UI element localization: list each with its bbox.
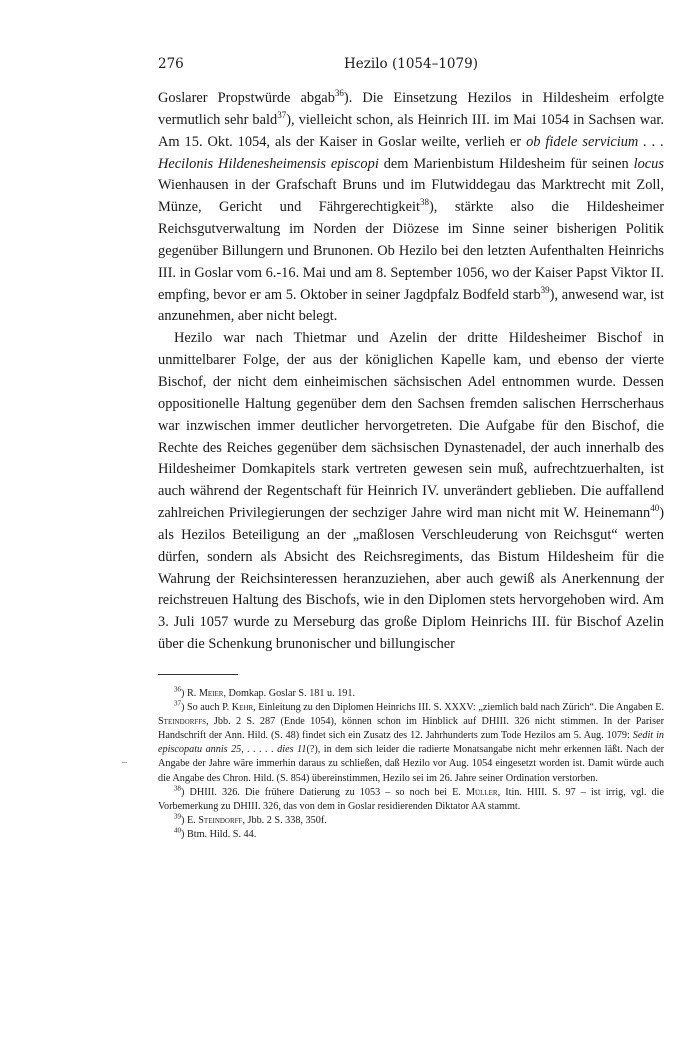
footnote-38: $^{38}$) DHIII. 326. Die frühere Datierung zu 1053 – so noch bei E. Müller, Itin. HIII. S. 97 – ist irrig, vgl. die Vorbemerkung zu DHIII. 326, das von dem in Goslar residierenden Diktator AA stammt. [158, 784, 664, 812]
footnote-ref-40[interactable]: 40 [650, 503, 660, 514]
footnote-ref-39[interactable]: 39 [540, 284, 550, 295]
page-header [158, 56, 664, 76]
latin-quotation: ob fidele servicium . . . Hecilonis Hildenesheimensis episcopi [158, 133, 664, 172]
running-title: Hezilo (1054–1079) [344, 56, 478, 72]
margin-mark [122, 762, 127, 763]
page-number: 276 [158, 56, 184, 72]
footnote-37: $^{37}$) So auch P. Kehr, Einleitung zu den Diplomen Heinrichs III. S. XXXV: „ziemlich bald nach Zürich“. Die Angaben E. Steindorffs, Jbb. 2 S. 287 (Ende 1054), können schon im Hinblick auf DHIII. 326 nicht stimmen. In der Pariser Handschrift der Ann. Hild. (S. 48) findet sich ein Zusatz des 12. Jahrhunderts zum Tode Hezilos am 5. Aug. 1079: Sedit in episcopatu annis 25, . . . . . dies 11(?), in dem sich leider die radierte Monatsangabe nicht mehr erkennen läßt. Nach der Angabe der Jahre wäre immerhin daraus zu schließen, daß Hezilo vor Aug. 1054 eingesetzt worden ist. Damit würde auch die Angabe des Chron. Hild. (S. 854) übereinstimmen, Hezilo sei im 26. Jahre seiner Ordination verstorben. [158, 699, 665, 784]
footnote-ref-36[interactable]: 36 [334, 88, 344, 99]
main-text [158, 88, 664, 656]
paragraph-1: Goslarer Propstwürde abgab$^{36}$). Die Einsetzung Hezilos in Hildesheim erfolgte vermutlich sehr bald$^{37}$), vielleicht schon, als Heinrich III. im Mai 1054 in Sachsen war. Am 15. Okt. 1054, als der Kaiser in Goslar weilte, verlieh er ob fidele servicium . . . Hecilonis Hildenesheimensis episcopi dem Marienbistum Hildesheim für seinen locus Wienhausen in der Grafschaft Bruns und im Flutwiddegau das Marktrecht mit Zoll, Münze, Gericht und Fährgerechtigkeit$^{38}$), stärkte also die Hildesheimer Reichsgutverwaltung im Norden der Diözese im Sinne seiner bisherigen Politik gegenüber Billungern und Brunonen. Ob Hezilo bei den letzten Aufenthalten Heinrichs III. in Goslar vom 6.-16. Mai und am 8. September 1056, wo der Kaiser Papst Viktor II. empfing, bevor er am 5. Oktober in seiner Jagdpfalz Bodfeld starb$^{39}$), anwesend war, ist anzunehmen, aber nicht belegt. [158, 88, 664, 325]
paragraph-2: Hezilo war nach Thietmar und Azelin der dritte Hildesheimer Bischof in unmittelbarer Folge, der aus der königlichen Kapelle kam, und ebenso der vierte Bischof, der nicht dem einheimischen sächsischen Adel entnommen wurde. Dessen oppositionelle Haltung gegenüber dem den Sachsen fremden salischen Herrscherhaus war inzwischen immer deutlicher hervorgetreten. Die Aufgabe für den Bischof, die Rechte des Reiches gegenüber dem sächsischen Dynastenadel, der auch innerhalb des Hildesheimer Domkapitels stark vertreten gewesen sein muß, aufrechtzuerhalten, ist auch während der Regentschaft für Heinrich IV. unverändert geblieben. Die auffallend zahlreichen Privilegierungen der sechziger Jahre wird man nicht mit W. Heinemann$^{40}$) als Hezilos Beteiligung an der „maßlosen Verschleuderung von Reichsgut“ werten dürfen, sondern als Absicht des Reichsregiments, das Bistum Hildesheim für die Wahrung der Reichsinteressen heranzuziehen, aber auch gewiß als Anerkennung der reichstreuen Haltung des Bischofs, wie in den Diplomen stets hervorgehoben wird. Am 3. Juli 1057 wurde zu Merseburg das große Diplom Heinrichs III. für Bischof Azelin über die Schenkung brunonischer und billungischer [158, 330, 664, 653]
footnote-ref-37[interactable]: 37 [277, 110, 287, 121]
footnote-40: $^{40}$) Btm. Hild. S. 44. [174, 826, 257, 840]
footnote-36: $^{36}$) R. Meier, Domkap. Goslar S. 181 u. 191. [174, 685, 356, 699]
latin-term: locus [633, 155, 664, 172]
footnote-separator [158, 674, 238, 675]
footnote-39: $^{39}$) E. Steindorff, Jbb. 2 S. 338, 350f. [174, 812, 327, 826]
footnotes [158, 687, 664, 842]
footnote-ref-38[interactable]: 38 [420, 197, 429, 208]
